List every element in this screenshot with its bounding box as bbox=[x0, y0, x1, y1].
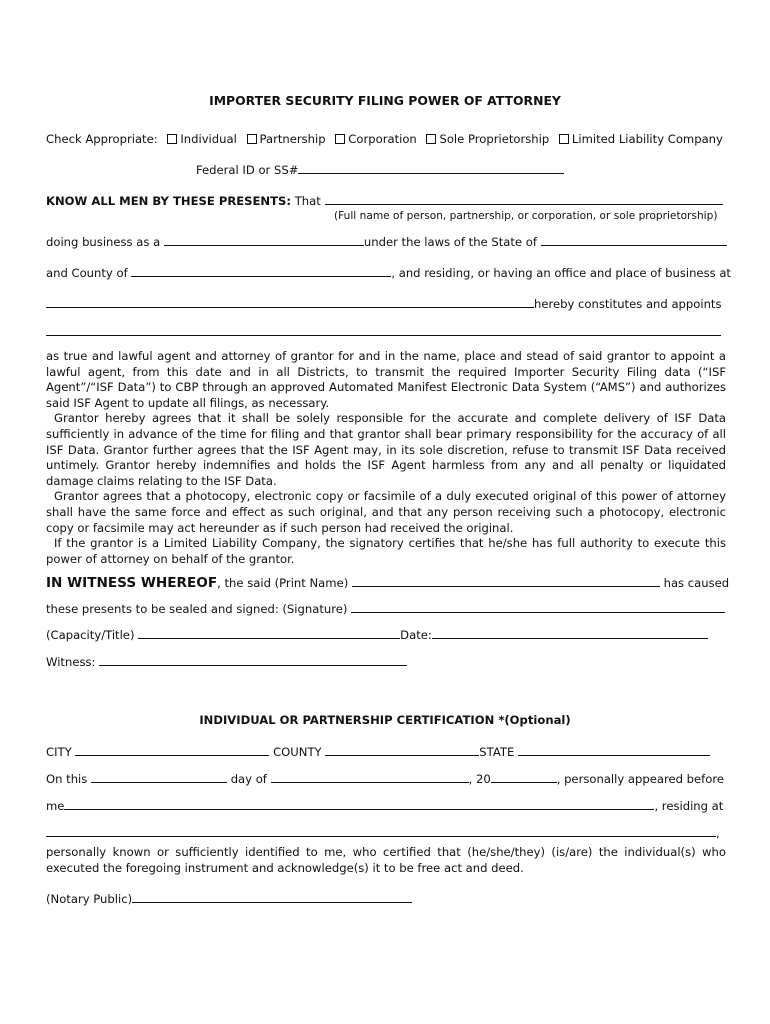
grantor-name-hint: (Full name of person, partnership, or corporation, or sole proprietorship) bbox=[334, 210, 718, 222]
city-field[interactable] bbox=[75, 743, 269, 756]
appeared-before-row bbox=[46, 797, 723, 814]
state-law-label: under the laws of the State of bbox=[363, 235, 537, 249]
signature-row bbox=[46, 600, 725, 617]
county-label: and County of bbox=[46, 266, 128, 280]
cert-state-label: STATE bbox=[479, 745, 515, 759]
me-label: me bbox=[46, 799, 65, 813]
doing-business-row bbox=[46, 233, 727, 250]
checkbox-label-partnership: Partnership bbox=[259, 132, 326, 146]
county-field[interactable] bbox=[131, 264, 391, 277]
capacity-date-row bbox=[46, 626, 708, 643]
federal-id-row bbox=[196, 161, 564, 178]
checkbox-box-icon[interactable] bbox=[247, 134, 257, 144]
checkbox-sole-proprietorship[interactable] bbox=[420, 131, 549, 147]
day-field[interactable] bbox=[91, 770, 227, 783]
business-type-field[interactable] bbox=[164, 233, 364, 246]
date-label: Date: bbox=[400, 628, 432, 642]
federal-id-field[interactable] bbox=[298, 161, 564, 174]
body-paragraph: Grantor hereby agrees that it shall be solely responsible for the accurate and complete delivery of ISF Data sufficiently in advance of the time for filing and that grantor shall bear primary responsibility for the accuracy of all ISF Data. Grantor further agrees that the ISF Agent may, in its sole discretion, refuse to transmit ISF Data received untimely. Grantor hereby indemnifies and holds the ISF Agent harmless from any and all penalty or liquidated damage claims relating to the ISF Data. bbox=[46, 411, 726, 488]
month-field[interactable] bbox=[271, 770, 469, 783]
date-appeared-row bbox=[46, 770, 724, 787]
witness-heading: IN WITNESS WHEREOF bbox=[46, 575, 218, 591]
know-all-men-row bbox=[46, 192, 723, 209]
state-field[interactable] bbox=[541, 233, 727, 246]
agent-name-field[interactable] bbox=[46, 323, 721, 336]
capacity-field[interactable] bbox=[138, 626, 400, 639]
checkbox-label-individual: Individual bbox=[180, 132, 237, 146]
witness-print-name-row bbox=[46, 574, 729, 591]
checkbox-corporation[interactable] bbox=[329, 131, 417, 147]
witness-label: Witness: bbox=[46, 655, 96, 669]
print-name-field[interactable] bbox=[352, 574, 660, 587]
certification-title: INDIVIDUAL OR PARTNERSHIP CERTIFICATION *(Optional) bbox=[199, 713, 571, 727]
witness-row bbox=[46, 653, 407, 670]
authorization-text bbox=[46, 349, 726, 567]
checkbox-llc[interactable] bbox=[553, 131, 723, 147]
residing-at-label: , residing at bbox=[654, 799, 724, 813]
has-caused-label: has caused bbox=[663, 576, 730, 590]
residence-comma: , bbox=[716, 826, 720, 840]
cert-county-field[interactable] bbox=[325, 743, 479, 756]
signature-field[interactable] bbox=[351, 600, 725, 613]
checkbox-label-llc: Limited Liability Company bbox=[571, 132, 723, 146]
address-row bbox=[46, 295, 722, 312]
business-address-field[interactable] bbox=[46, 295, 534, 308]
residence-address-field[interactable] bbox=[46, 824, 716, 837]
checkbox-partnership[interactable] bbox=[241, 131, 326, 147]
body-paragraph: as true and lawful agent and attorney of grantor for and in the name, place and stead of said grantor to appoint a lawful agent, from this date and in all Districts, to transmit the required Importer Security Filing data (“ISF Agent”/“ISF Data”) to CBP through an approved Automated Manifest Electronic Data System (“AMS”) and authorizes said ISF Agent to update all filings, as necessary. bbox=[46, 349, 726, 410]
on-this-label: On this bbox=[46, 772, 88, 786]
city-label: CITY bbox=[46, 745, 72, 759]
body-paragraph: Grantor agrees that a photocopy, electronic copy or facsimile of a duly executed original of this power of attorney shall have the same force and effect as such original, and that any person receiving such a photocopy, electronic copy or facsimile may act hereunder as if such person had received the original. bbox=[46, 489, 726, 535]
checkbox-box-icon[interactable] bbox=[559, 134, 569, 144]
checkbox-label-sole-proprietorship: Sole Proprietorship bbox=[439, 132, 550, 146]
day-of-label: day of bbox=[230, 772, 267, 786]
cert-county-label: COUNTY bbox=[273, 745, 322, 759]
notary-label: (Notary Public) bbox=[46, 892, 133, 906]
certification-statement: personally known or sufficiently identified to me, who certified that (he/she/they) (is/are) the individual(s) who executed the foregoing instrument and acknowledge(s) it to be free act and deed. bbox=[46, 845, 726, 875]
checkbox-box-icon[interactable] bbox=[426, 134, 436, 144]
know-all-men-heading: KNOW ALL MEN BY THESE PRESENTS: bbox=[46, 194, 292, 208]
year-prefix-label: , 20 bbox=[468, 772, 491, 786]
federal-id-label: Federal ID or SS# bbox=[196, 163, 299, 177]
appearer-name-field[interactable] bbox=[64, 797, 654, 810]
print-name-label: , the said (Print Name) bbox=[217, 576, 349, 590]
signature-label: these presents to be sealed and signed: (Signature) bbox=[46, 602, 348, 616]
grantor-name-field[interactable] bbox=[325, 192, 723, 205]
date-field[interactable] bbox=[432, 626, 708, 639]
county-row bbox=[46, 264, 731, 281]
notary-row bbox=[46, 890, 412, 907]
city-county-state-row bbox=[46, 743, 710, 760]
checkbox-box-icon[interactable] bbox=[335, 134, 345, 144]
agent-row bbox=[46, 323, 721, 340]
constitutes-label: hereby constitutes and appoints bbox=[534, 297, 722, 311]
capacity-label: (Capacity/Title) bbox=[46, 628, 135, 642]
doing-business-label: doing business as a bbox=[46, 235, 161, 249]
checkbox-box-icon[interactable] bbox=[167, 134, 177, 144]
year-field[interactable] bbox=[491, 770, 557, 783]
that-label: That bbox=[294, 194, 321, 208]
check-appropriate-label: Check Appropriate: bbox=[46, 132, 158, 146]
appeared-label: , personally appeared before bbox=[556, 772, 724, 786]
cert-state-field[interactable] bbox=[518, 743, 710, 756]
witness-field[interactable] bbox=[99, 653, 407, 666]
checkbox-individual[interactable] bbox=[161, 131, 236, 147]
residing-label: , and residing, or having an office and place of business at bbox=[391, 266, 731, 280]
checkbox-label-corporation: Corporation bbox=[348, 132, 417, 146]
residence-row bbox=[46, 824, 720, 841]
body-paragraph: If the grantor is a Limited Liability Company, the signatory certifies that he/she has full authority to execute this power of attorney on behalf of the grantor. bbox=[46, 536, 726, 566]
entity-type-row bbox=[46, 131, 723, 147]
document-title: IMPORTER SECURITY FILING POWER OF ATTORNEY bbox=[209, 93, 561, 108]
notary-signature-field[interactable] bbox=[132, 890, 412, 903]
